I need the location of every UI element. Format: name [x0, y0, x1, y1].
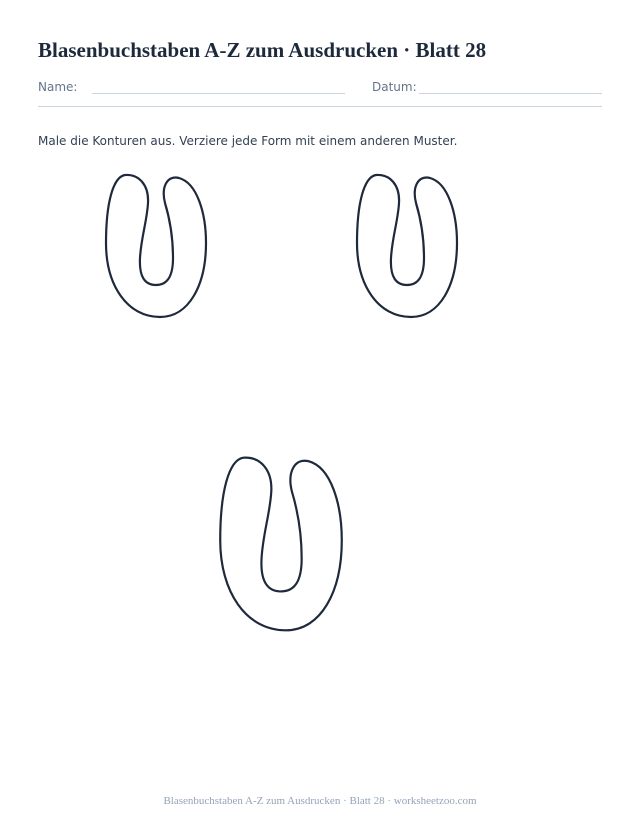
bubble-letter-u-3[interactable] — [219, 455, 343, 633]
header-divider — [38, 106, 602, 107]
name-input-line[interactable] — [92, 93, 345, 94]
date-input-line[interactable] — [419, 93, 602, 94]
bubble-letter-u-2[interactable] — [356, 173, 458, 319]
page-title: Blasenbuchstaben A-Z zum Ausdrucken · Blatt 28 — [38, 38, 487, 62]
name-label: Name: — [38, 80, 78, 94]
bubble-letter-u-1[interactable] — [105, 173, 207, 319]
instruction-text: Male die Konturen aus. Verziere jede Form mit einem anderen Muster. — [38, 134, 458, 148]
footer-text: Blasenbuchstaben A-Z zum Ausdrucken · Blatt 28 · worksheetzoo.com — [163, 795, 477, 807]
date-label: Datum: — [372, 80, 417, 94]
